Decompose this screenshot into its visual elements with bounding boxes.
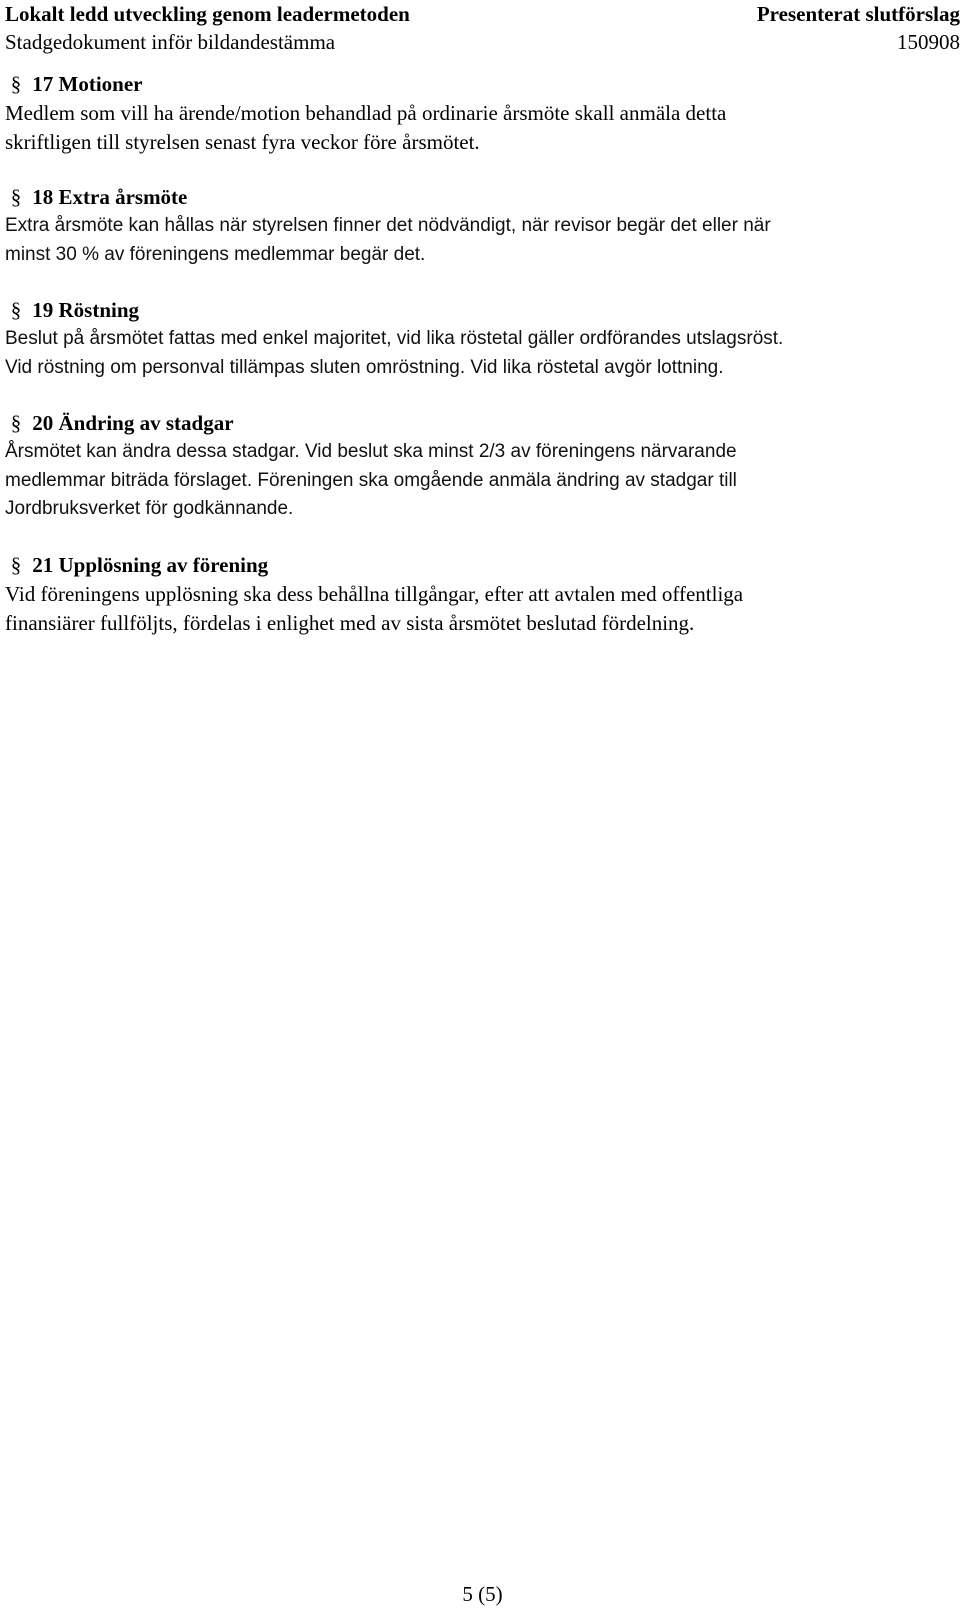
body-line: Årsmötet kan ändra dessa stadgar. Vid beslut ska minst 2/3 av föreningens närvarande xyxy=(5,441,737,462)
body-line: Extra årsmöte kan hållas när styrelsen finner det nödvändigt, när revisor begär det eller när xyxy=(5,215,771,236)
header-subtitle-left: Stadgedokument inför bildandestämma xyxy=(5,30,336,54)
section-heading xyxy=(5,183,960,212)
body-line: minst 30 % av föreningens medlemmar begär det. xyxy=(5,243,426,265)
section-heading-text: 19 Röstning xyxy=(32,298,140,322)
document-page xyxy=(5,0,960,1624)
page-number: 5 (5) xyxy=(462,1582,503,1606)
section-heading xyxy=(5,70,960,99)
section-sign-icon: § xyxy=(10,553,22,577)
section-body xyxy=(5,438,960,524)
section-heading xyxy=(5,551,960,580)
header-title-right: Presenterat slutförslag xyxy=(756,2,960,26)
section-21-upplosning-av-forening xyxy=(5,551,960,637)
section-body xyxy=(5,212,960,269)
section-20-andring-av-stadgar xyxy=(5,409,960,524)
body-line: Medlem som vill ha ärende/motion behandlad på ordinarie årsmöte skall anmäla detta xyxy=(5,101,727,125)
body-line: skriftligen till styrelsen senast fyra veckor före årsmötet. xyxy=(5,129,480,154)
section-sign-icon: § xyxy=(10,298,22,322)
section-19-rostning xyxy=(5,296,960,382)
header-title-row xyxy=(5,0,960,28)
body-line: Beslut på årsmötet fattas med enkel majoritet, vid lika röstetal gäller ordförandes utslagsröst. xyxy=(5,328,784,349)
section-17-motioner xyxy=(5,70,960,156)
page-header xyxy=(5,0,960,60)
section-heading-text: 21 Upplösning av förening xyxy=(32,553,269,577)
section-18-extra-arsmote xyxy=(5,183,960,269)
body-line: medlemmar biträda förslaget. Föreningen ska omgående anmäla ändring av stadgar till xyxy=(5,469,737,491)
header-subtitle-right: 150908 xyxy=(897,30,960,54)
body-line: Vid föreningens upplösning ska dess behållna tillgångar, efter att avtalen med offentliga xyxy=(5,582,744,606)
header-title-left: Lokalt ledd utveckling genom leadermetoden xyxy=(5,2,410,26)
section-body xyxy=(5,580,960,637)
section-heading xyxy=(5,296,960,325)
body-line: Vid röstning om personval tillämpas sluten omröstning. Vid lika röstetal avgör lottning. xyxy=(5,356,724,378)
section-body xyxy=(5,99,960,156)
section-heading-text: 17 Motioner xyxy=(32,72,143,96)
section-heading xyxy=(5,409,960,438)
section-sign-icon: § xyxy=(10,411,22,435)
header-subtitle-row xyxy=(5,28,960,56)
section-heading-text: 18 Extra årsmöte xyxy=(32,185,188,209)
section-body xyxy=(5,325,960,382)
section-heading-text: 20 Ändring av stadgar xyxy=(32,411,234,435)
section-sign-icon: § xyxy=(10,72,22,96)
body-line: Jordbruksverket för godkännande. xyxy=(5,498,294,519)
body-line: finansiärer fullföljts, fördelas i enlighet med av sista årsmötet beslutad fördelning. xyxy=(5,610,695,635)
section-sign-icon: § xyxy=(10,185,22,209)
